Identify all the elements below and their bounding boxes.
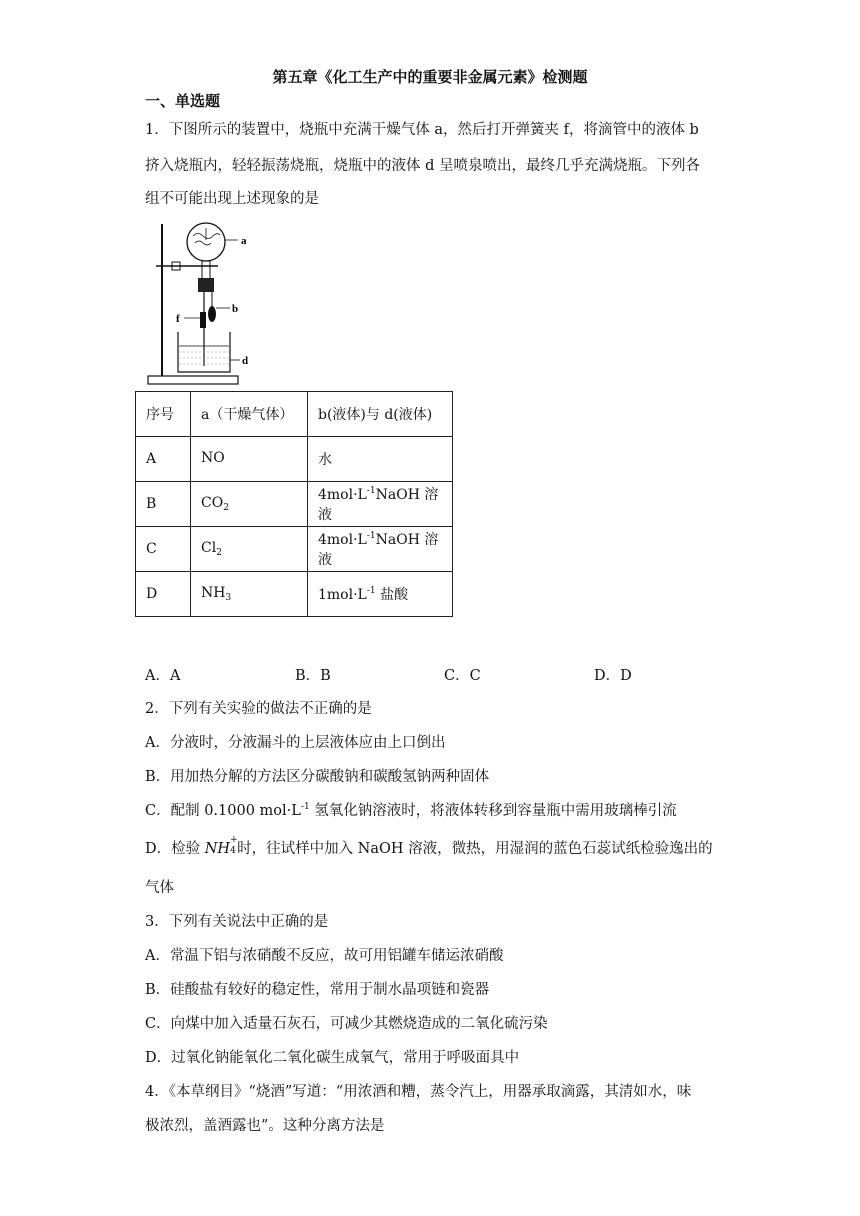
q1-stem-line-3: 组不可能出现上述现象的是 xyxy=(145,191,319,207)
q2-option-c: C．配制 0.1000 $mol\cdot L^{-1}$ 氢氧化钠溶液时，将液体转移到容量瓶中需用玻璃棒引流 xyxy=(145,802,677,819)
row-gas: $NH_3$ xyxy=(191,572,308,617)
q3-option-b: B．硅酸盐有较好的稳定性，常用于制水晶项链和瓷器 xyxy=(145,982,490,998)
q2-option-d-line-2: 气体 xyxy=(145,880,174,896)
row-id: D xyxy=(136,572,191,617)
table-row xyxy=(136,527,453,572)
row-gas: $CO_2$ xyxy=(191,482,308,527)
q1-choice-c: C．C xyxy=(444,668,481,684)
q3-option-a: A．常温下铝与浓硝酸不反应，故可用铝罐车储运浓硝酸 xyxy=(145,948,504,964)
row-liquid: 水 xyxy=(308,437,453,482)
row-id: C xyxy=(136,527,191,572)
table-row xyxy=(136,437,453,482)
q1-stem-line-1: 1．下图所示的装置中，烧瓶中充满干燥气体 a，然后打开弹簧夹 f，将滴管中的液体 b xyxy=(145,122,699,138)
q3-stem: 3．下列有关说法中正确的是 xyxy=(145,914,329,930)
spring-clip xyxy=(200,312,206,328)
ammonium-ion: NH + 4 xyxy=(204,835,238,857)
header-index: 序号 xyxy=(136,392,191,437)
q1-choice-a: A．A xyxy=(145,668,181,684)
document-title: 第五章《化工生产中的重要非金属元素》检测题 xyxy=(272,68,588,86)
q1-choice-b: B．B xyxy=(295,668,331,684)
q4-stem-line-1: 4．《本草纲目》“烧酒”写道：“用浓酒和糟，蒸令汽上，用器承取滴露，其清如水，味 xyxy=(145,1084,692,1100)
q2-stem: 2．下列有关实验的做法不正确的是 xyxy=(145,701,372,717)
fountain-apparatus-figure xyxy=(146,220,256,388)
stopper xyxy=(198,278,214,292)
label-a: a xyxy=(241,235,247,247)
q2-option-d: D．检验 NH + 4 时，往试样中加入 NaOH 溶液，微热，用湿润的蓝色石蕊试纸检验逸出的 xyxy=(145,835,713,857)
q3-option-c: C．向煤中加入适量石灰石，可减少其燃烧造成的二氧化硫污染 xyxy=(145,1016,548,1032)
q4-stem-line-2: 极浓烈，盖酒露也”。这种分离方法是 xyxy=(145,1118,385,1134)
label-f: f xyxy=(176,313,180,325)
q3-option-d: D．过氧化钠能氧化二氧化碳生成氧气，常用于呼吸面具中 xyxy=(145,1050,520,1066)
row-liquid: $4mol\cdot L^{-1}NaOH$ 溶液 xyxy=(308,482,453,527)
header-gas: a（干燥气体） xyxy=(191,392,308,437)
table-header-row xyxy=(136,392,453,437)
row-id: A xyxy=(136,437,191,482)
row-liquid: $1mol\cdot L^{-1}$ 盐酸 xyxy=(308,572,453,617)
row-gas: NO xyxy=(191,437,308,482)
q2-option-a: A．分液时，分液漏斗的上层液体应由上口倒出 xyxy=(145,735,446,751)
q1-options-table xyxy=(135,391,453,617)
table-row xyxy=(136,572,453,617)
q2-option-b: B．用加热分解的方法区分碳酸钠和碳酸氢钠两种固体 xyxy=(145,769,490,785)
dropper-bulb xyxy=(208,306,216,322)
label-d: d xyxy=(242,355,249,367)
row-gas: $Cl_2$ xyxy=(191,527,308,572)
q1-stem-line-2: 挤入烧瓶内，轻轻振荡烧瓶，烧瓶中的液体 d 呈喷泉喷出，最终几乎充满烧瓶。下列各 xyxy=(145,158,700,174)
stand-base xyxy=(148,376,238,384)
label-b: b xyxy=(232,303,239,315)
row-liquid: $4mol\cdot L^{-1}NaOH$ 溶液 xyxy=(308,527,453,572)
row-id: B xyxy=(136,482,191,527)
q1-choice-d: D．D xyxy=(594,668,632,684)
table-row xyxy=(136,482,453,527)
header-liquid: b(液体)与 d(液体) xyxy=(308,392,453,437)
section-heading: 一、单选题 xyxy=(145,92,221,110)
